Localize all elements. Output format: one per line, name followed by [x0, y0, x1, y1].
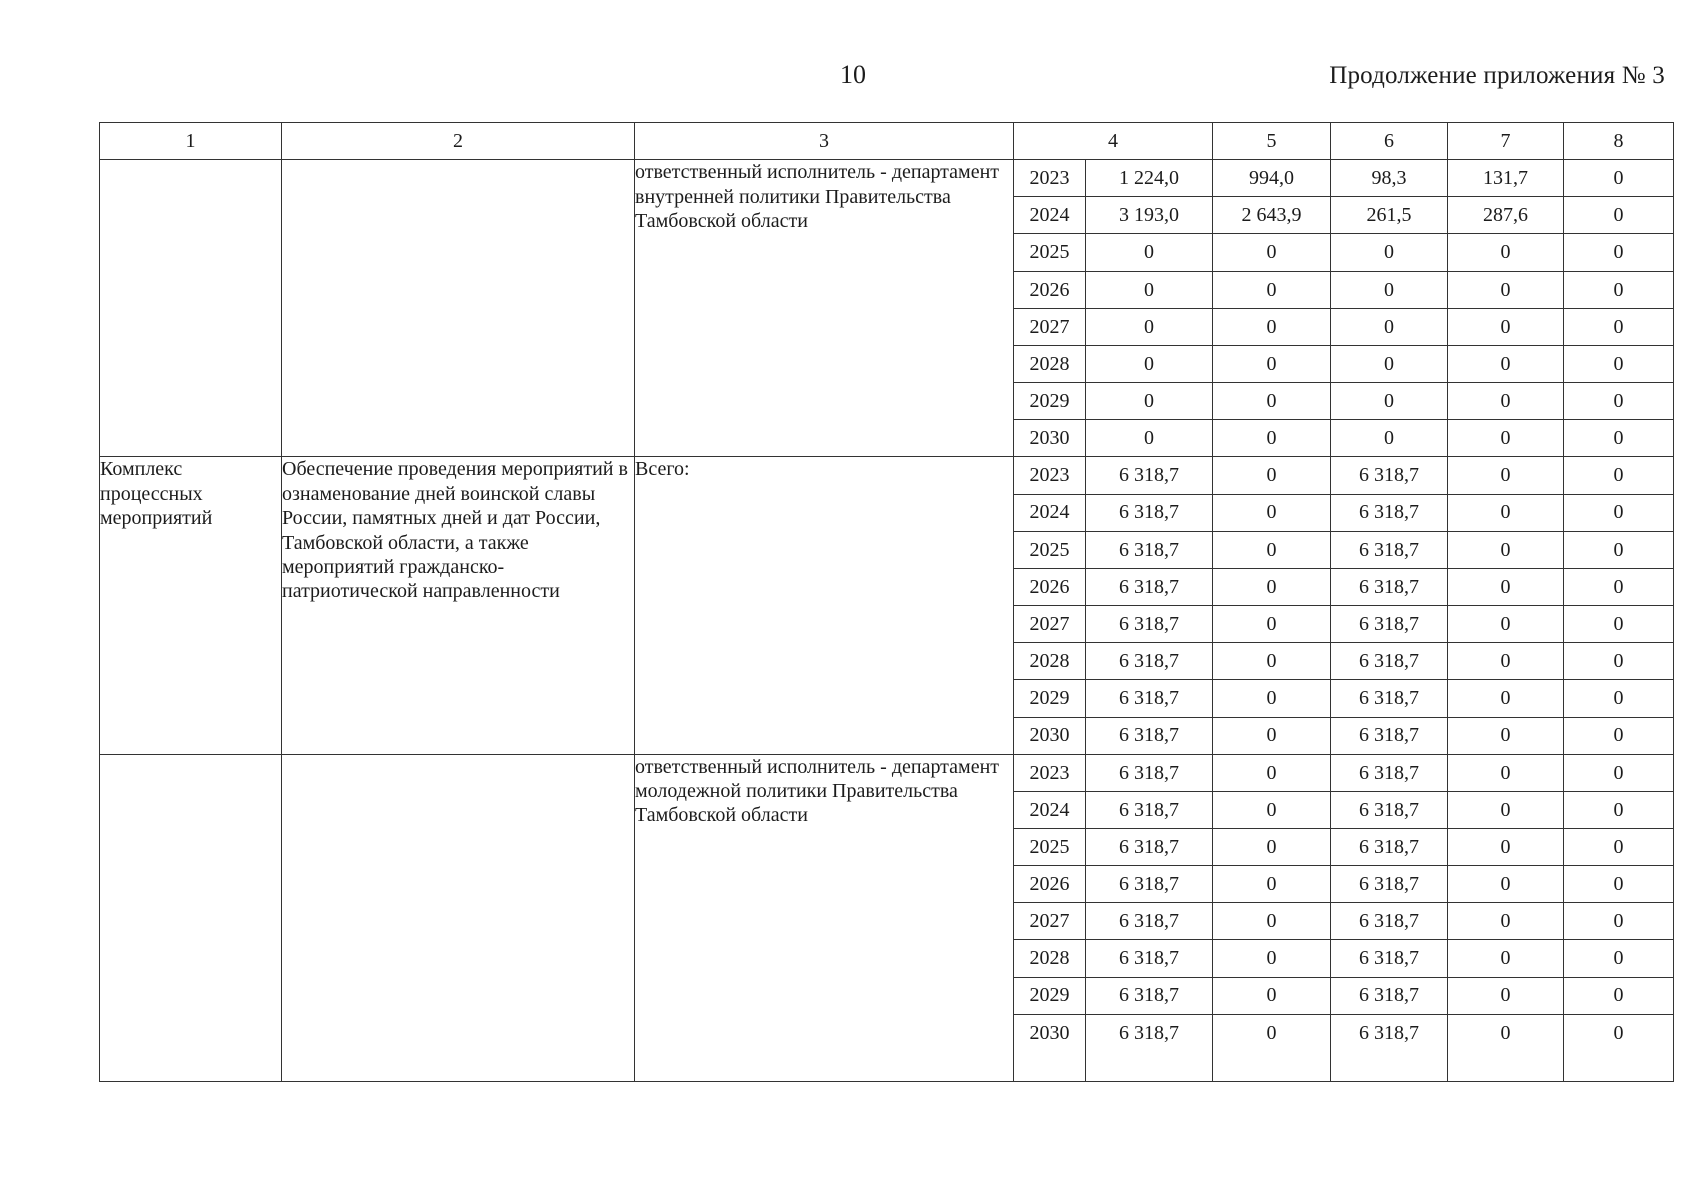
- value-cell: 0: [1448, 754, 1564, 791]
- year-cell: 2025: [1014, 234, 1086, 271]
- year-cell: 2030: [1014, 420, 1086, 457]
- table-row: [100, 160, 1674, 197]
- value-cell: 0: [1086, 345, 1213, 382]
- value-cell: 0: [1448, 606, 1564, 643]
- value-cell: 0: [1448, 494, 1564, 531]
- value-cell: 0: [1448, 866, 1564, 903]
- column-number: 8: [1564, 123, 1674, 160]
- value-cell: 0: [1213, 568, 1331, 605]
- value-cell: 0: [1086, 420, 1213, 457]
- row-group-description: [282, 160, 635, 457]
- value-cell: 0: [1086, 308, 1213, 345]
- value-cell: 6 318,7: [1086, 457, 1213, 494]
- value-cell: 0: [1331, 383, 1448, 420]
- value-cell: 287,6: [1448, 197, 1564, 234]
- value-cell: 261,5: [1331, 197, 1448, 234]
- value-cell: 6 318,7: [1331, 1014, 1448, 1081]
- value-cell: 0: [1448, 420, 1564, 457]
- value-cell: 0: [1448, 271, 1564, 308]
- value-cell: 0: [1213, 903, 1331, 940]
- value-cell: 6 318,7: [1086, 940, 1213, 977]
- value-cell: 2 643,9: [1213, 197, 1331, 234]
- value-cell: 0: [1448, 791, 1564, 828]
- value-cell: 0: [1213, 345, 1331, 382]
- value-cell: 6 318,7: [1086, 568, 1213, 605]
- value-cell: 0: [1331, 420, 1448, 457]
- value-cell: 0: [1331, 308, 1448, 345]
- value-cell: 0: [1213, 383, 1331, 420]
- value-cell: 6 318,7: [1331, 643, 1448, 680]
- value-cell: 0: [1564, 1014, 1674, 1081]
- column-number-row: [100, 123, 1674, 160]
- value-cell: 0: [1564, 345, 1674, 382]
- value-cell: 0: [1213, 643, 1331, 680]
- year-cell: 2023: [1014, 754, 1086, 791]
- table-body: [100, 123, 1674, 1082]
- value-cell: 0: [1448, 977, 1564, 1014]
- value-cell: 0: [1564, 420, 1674, 457]
- value-cell: 0: [1213, 420, 1331, 457]
- value-cell: 1 224,0: [1086, 160, 1213, 197]
- value-cell: 6 318,7: [1086, 977, 1213, 1014]
- year-cell: 2028: [1014, 345, 1086, 382]
- value-cell: 6 318,7: [1331, 754, 1448, 791]
- value-cell: 6 318,7: [1331, 977, 1448, 1014]
- value-cell: 0: [1213, 940, 1331, 977]
- value-cell: 0: [1564, 680, 1674, 717]
- value-cell: 131,7: [1448, 160, 1564, 197]
- row-group-executor: ответственный исполнитель - департамент молодежной политики Правительства Тамбовской области: [635, 754, 1014, 1081]
- value-cell: 0: [1448, 717, 1564, 754]
- year-cell: 2027: [1014, 903, 1086, 940]
- value-cell: 0: [1213, 866, 1331, 903]
- value-cell: 0: [1448, 308, 1564, 345]
- value-cell: 0: [1213, 531, 1331, 568]
- value-cell: 0: [1564, 643, 1674, 680]
- year-cell: 2026: [1014, 866, 1086, 903]
- value-cell: 0: [1564, 308, 1674, 345]
- value-cell: 6 318,7: [1086, 717, 1213, 754]
- year-cell: 2028: [1014, 940, 1086, 977]
- value-cell: 0: [1564, 717, 1674, 754]
- table-row: [100, 754, 1674, 791]
- value-cell: 6 318,7: [1331, 606, 1448, 643]
- year-cell: 2023: [1014, 457, 1086, 494]
- value-cell: 6 318,7: [1086, 643, 1213, 680]
- value-cell: 6 318,7: [1086, 866, 1213, 903]
- row-group-type: [100, 160, 282, 457]
- page-number: 10: [840, 60, 866, 89]
- value-cell: 6 318,7: [1331, 494, 1448, 531]
- value-cell: 0: [1331, 234, 1448, 271]
- value-cell: 0: [1448, 828, 1564, 865]
- value-cell: 0: [1564, 160, 1674, 197]
- value-cell: 6 318,7: [1086, 754, 1213, 791]
- column-number: 6: [1331, 123, 1448, 160]
- table-row: [100, 457, 1674, 494]
- column-number: 2: [282, 123, 635, 160]
- value-cell: 6 318,7: [1331, 791, 1448, 828]
- value-cell: 0: [1564, 494, 1674, 531]
- value-cell: 0: [1086, 271, 1213, 308]
- value-cell: 0: [1448, 1014, 1564, 1081]
- value-cell: 3 193,0: [1086, 197, 1213, 234]
- year-cell: 2025: [1014, 828, 1086, 865]
- value-cell: 0: [1564, 940, 1674, 977]
- row-group-type: Комплекс процессных мероприятий: [100, 457, 282, 754]
- row-group-type: [100, 754, 282, 1081]
- document-heading: Продолжение приложения № 3: [1329, 62, 1665, 89]
- value-cell: 0: [1564, 903, 1674, 940]
- year-cell: 2028: [1014, 643, 1086, 680]
- value-cell: 6 318,7: [1331, 680, 1448, 717]
- year-cell: 2024: [1014, 197, 1086, 234]
- year-cell: 2030: [1014, 717, 1086, 754]
- column-number: 1: [100, 123, 282, 160]
- value-cell: 0: [1448, 531, 1564, 568]
- value-cell: 0: [1213, 234, 1331, 271]
- row-group-executor: ответственный исполнитель - департамент внутренней политики Правительства Тамбовской области: [635, 160, 1014, 457]
- value-cell: 6 318,7: [1331, 531, 1448, 568]
- year-cell: 2027: [1014, 308, 1086, 345]
- value-cell: 0: [1564, 866, 1674, 903]
- value-cell: 0: [1213, 977, 1331, 1014]
- value-cell: 6 318,7: [1331, 828, 1448, 865]
- value-cell: 0: [1564, 197, 1674, 234]
- value-cell: 0: [1564, 568, 1674, 605]
- value-cell: 6 318,7: [1086, 1014, 1213, 1081]
- column-number: 7: [1448, 123, 1564, 160]
- value-cell: 0: [1213, 828, 1331, 865]
- value-cell: 98,3: [1331, 160, 1448, 197]
- value-cell: 6 318,7: [1086, 791, 1213, 828]
- value-cell: 0: [1564, 457, 1674, 494]
- value-cell: 6 318,7: [1331, 903, 1448, 940]
- value-cell: 6 318,7: [1086, 531, 1213, 568]
- year-cell: 2029: [1014, 977, 1086, 1014]
- value-cell: 6 318,7: [1086, 828, 1213, 865]
- value-cell: 0: [1564, 754, 1674, 791]
- value-cell: 0: [1213, 457, 1331, 494]
- value-cell: 0: [1448, 680, 1564, 717]
- year-cell: 2027: [1014, 606, 1086, 643]
- value-cell: 0: [1448, 940, 1564, 977]
- value-cell: 994,0: [1213, 160, 1331, 197]
- year-cell: 2023: [1014, 160, 1086, 197]
- value-cell: 6 318,7: [1086, 903, 1213, 940]
- value-cell: 0: [1213, 494, 1331, 531]
- value-cell: 6 318,7: [1331, 940, 1448, 977]
- value-cell: 0: [1331, 271, 1448, 308]
- year-cell: 2026: [1014, 568, 1086, 605]
- row-group-executor: Всего:: [635, 457, 1014, 754]
- year-cell: 2025: [1014, 531, 1086, 568]
- row-group-description: [282, 754, 635, 1081]
- value-cell: 0: [1213, 308, 1331, 345]
- budget-table: [99, 122, 1674, 1082]
- value-cell: 0: [1564, 234, 1674, 271]
- value-cell: 0: [1564, 531, 1674, 568]
- value-cell: 0: [1213, 680, 1331, 717]
- value-cell: 0: [1564, 606, 1674, 643]
- value-cell: 6 318,7: [1331, 717, 1448, 754]
- year-cell: 2024: [1014, 791, 1086, 828]
- column-number: 3: [635, 123, 1014, 160]
- value-cell: 0: [1448, 345, 1564, 382]
- value-cell: 0: [1331, 345, 1448, 382]
- year-cell: 2030: [1014, 1014, 1086, 1081]
- column-number: 5: [1213, 123, 1331, 160]
- value-cell: 0: [1213, 754, 1331, 791]
- year-cell: 2024: [1014, 494, 1086, 531]
- value-cell: 0: [1213, 606, 1331, 643]
- value-cell: 0: [1213, 791, 1331, 828]
- value-cell: 6 318,7: [1086, 494, 1213, 531]
- value-cell: 0: [1448, 903, 1564, 940]
- year-cell: 2029: [1014, 383, 1086, 420]
- value-cell: 0: [1448, 234, 1564, 271]
- value-cell: 0: [1564, 977, 1674, 1014]
- value-cell: 0: [1213, 1014, 1331, 1081]
- year-cell: 2029: [1014, 680, 1086, 717]
- value-cell: 0: [1564, 791, 1674, 828]
- value-cell: 6 318,7: [1331, 568, 1448, 605]
- value-cell: 0: [1564, 271, 1674, 308]
- value-cell: 6 318,7: [1331, 457, 1448, 494]
- value-cell: 0: [1564, 383, 1674, 420]
- value-cell: 0: [1448, 568, 1564, 605]
- value-cell: 6 318,7: [1331, 866, 1448, 903]
- value-cell: 0: [1448, 457, 1564, 494]
- column-number: 4: [1014, 123, 1213, 160]
- value-cell: 0: [1086, 234, 1213, 271]
- value-cell: 0: [1086, 383, 1213, 420]
- value-cell: 0: [1213, 717, 1331, 754]
- value-cell: 6 318,7: [1086, 606, 1213, 643]
- value-cell: 0: [1564, 828, 1674, 865]
- row-group-description: Обеспечение проведения мероприятий в ознаменование дней воинской славы России, памятных дней и дат России, Тамбовской области, а также мероприятий гражданско-патриотической направленности: [282, 457, 635, 754]
- value-cell: 0: [1448, 643, 1564, 680]
- value-cell: 0: [1213, 271, 1331, 308]
- value-cell: 6 318,7: [1086, 680, 1213, 717]
- value-cell: 0: [1448, 383, 1564, 420]
- year-cell: 2026: [1014, 271, 1086, 308]
